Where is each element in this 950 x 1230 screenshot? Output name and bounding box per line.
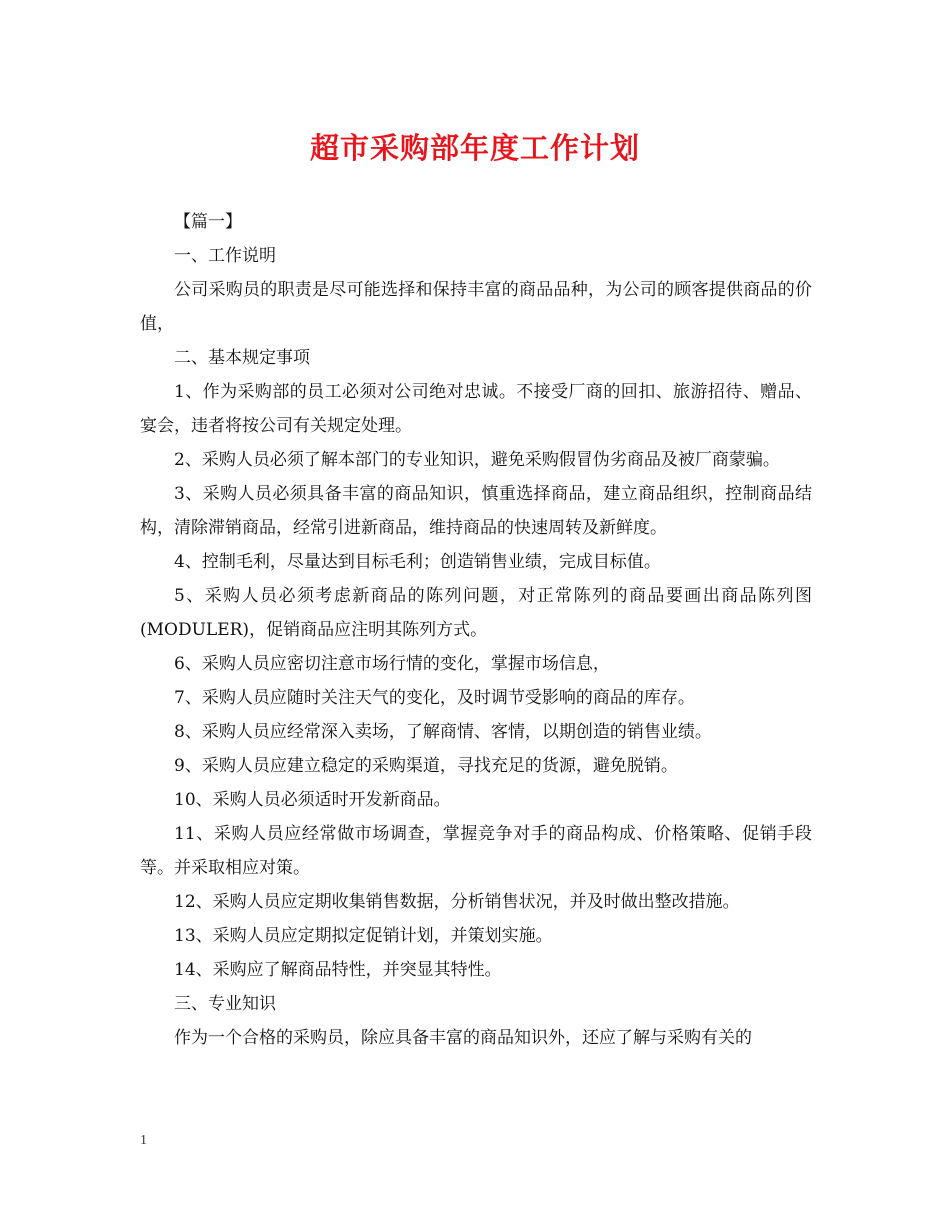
paragraph-duty: 公司采购员的职责是尽可能选择和保持丰富的商品品种，为公司的顾客提供商品的价值， — [140, 280, 812, 334]
rule-item-4: 4、控制毛利，尽量达到目标毛利；创造销售业绩，完成目标值。 — [174, 552, 661, 572]
rule-item-2: 2、采购人员必须了解本部门的专业知识，避免采购假冒伪劣商品及被厂商蒙骗。 — [174, 450, 780, 470]
rule-item-11: 11、采购人员应经常做市场调查，掌握竞争对手的商品构成、价格策略、促销手段等。并采取相应对策。 — [140, 824, 812, 878]
rule-item-10: 10、采购人员必须适时开发新商品。 — [174, 790, 451, 810]
rule-item-12: 12、采购人员应定期收集销售数据，分析销售状况，并及时做出整改措施。 — [174, 892, 740, 912]
document-title: 超市采购部年度工作计划 — [309, 131, 640, 165]
rule-item-9: 9、采购人员应建立稳定的采购渠道，寻找充足的货源，避免脱销。 — [174, 756, 678, 776]
section-heading-work-description: 一、工作说明 — [174, 246, 276, 266]
rule-item-8: 8、采购人员应经常深入卖场，了解商情、客情，以期创造的销售业绩。 — [174, 722, 712, 742]
rule-item-13: 13、采购人员应定期拟定促销计划，并策划实施。 — [174, 926, 553, 946]
section-marker: 【篇一】 — [174, 212, 242, 232]
section-heading-basic-rules: 二、基本规定事项 — [174, 348, 310, 368]
rule-item-7: 7、采购人员应随时关注天气的变化，及时调节受影响的商品的库存。 — [174, 688, 695, 708]
rule-item-3: 3、采购人员必须具备丰富的商品知识，慎重选择商品，建立商品组织，控制商品结构，清除滞销商品，经常引进新商品，维持商品的快速周转及新鲜度。 — [140, 484, 812, 538]
rule-item-14: 14、采购应了解商品特性，并突显其特性。 — [174, 960, 502, 980]
paragraph-professional-knowledge: 作为一个合格的采购员，除应具备丰富的商品知识外，还应了解与采购有关的 — [174, 1028, 752, 1048]
rule-item-6: 6、采购人员应密切注意市场行情的变化，掌握市场信息， — [174, 654, 610, 674]
rule-item-5: 5、采购人员必须考虑新商品的陈列问题，对正常陈列的商品要画出商品陈列图(MODULER)，促销商品应注明其陈列方式。 — [140, 586, 812, 640]
document-body — [140, 205, 812, 1055]
section-heading-professional-knowledge: 三、专业知识 — [174, 994, 276, 1014]
rule-item-1: 1、作为采购部的员工必须对公司绝对忠诚。不接受厂商的回扣、旅游招待、赠品、宴会，违者将按公司有关规定处理。 — [140, 382, 812, 436]
page-number: 1 — [140, 1133, 147, 1148]
